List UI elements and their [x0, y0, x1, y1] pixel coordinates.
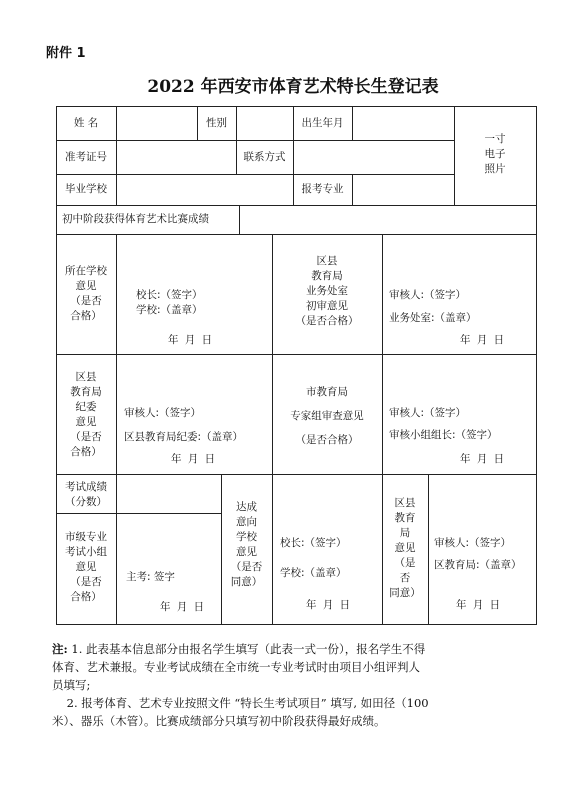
note-2-cont: 米）、器乐（木管）。比赛成绩部分只填写初中阶段获得最好成绩。	[52, 714, 386, 728]
table-rule	[293, 140, 294, 174]
date-field: 年 月 日	[168, 334, 213, 346]
table-rule	[56, 474, 536, 475]
school-seal: 学校:（盖章）	[280, 567, 347, 579]
table-border-top	[56, 106, 536, 107]
note-1-cont: 员填写;	[52, 678, 91, 692]
table-rule	[56, 354, 536, 355]
discipline-seal: 区县教育局纪委:（盖章）	[124, 431, 244, 443]
district-seal: 区教育局:（盖章）	[434, 559, 522, 571]
note-2: 2. 报考体育、艺术专业按照文件 “特长生考试项目” 填写, 如田径（100	[52, 696, 429, 710]
school-label: 毕业学校	[65, 183, 107, 195]
name-label: 姓 名	[73, 117, 99, 129]
district-final-label: 区县 教育 局 意见 （是 否 同意）	[389, 497, 421, 599]
note-1-cont: 体育、艺术兼报。专业考试成绩在全市统一专业考试时由项目小组评判人	[52, 660, 420, 674]
office-seal: 业务处室:（盖章）	[389, 312, 477, 324]
table-border-bottom	[56, 624, 536, 625]
table-rule	[116, 106, 117, 205]
table-rule	[272, 474, 273, 624]
registration-form-table	[56, 106, 536, 624]
notes-section	[52, 640, 540, 730]
reviewer-sign: 审核人:（签字）	[389, 407, 467, 419]
gender-label: 性别	[206, 117, 227, 129]
notes-label: 注:	[52, 642, 68, 656]
table-rule	[352, 174, 353, 205]
intent-school-label: 达成 意向 学校 意见 （是否 同意）	[230, 501, 263, 588]
date-field: 年 月 日	[460, 334, 505, 346]
reviewer-sign: 审核人:（签字）	[124, 407, 202, 419]
table-rule	[239, 205, 240, 234]
table-rule	[382, 234, 383, 474]
school-seal: 学校:（盖章）	[136, 304, 203, 316]
date-field: 年 月 日	[160, 601, 205, 613]
note-1: 注: 1. 此表基本信息部分由报名学生填写（此表一式一份），报名学生不得	[52, 642, 426, 656]
awards-label: 初中阶段获得体育艺术比赛成绩	[62, 213, 209, 225]
table-rule	[116, 474, 117, 624]
principal-sign: 校长:（签字）	[136, 289, 203, 301]
table-rule	[352, 106, 353, 140]
expert-opinion-label: 市教育局 专家组审查意见 （是否合格）	[290, 386, 364, 446]
table-rule	[56, 513, 221, 514]
examiner-sign: 主考: 签字	[126, 571, 175, 583]
district-office-label: 区县 教育局 业务处室 初审意见 （是否合格）	[295, 255, 359, 327]
group-leader-sign: 审核小组组长:（签字）	[389, 429, 498, 441]
principal-sign: 校长:（签字）	[280, 537, 347, 549]
table-rule	[428, 474, 429, 624]
city-group-label: 市级专业 考试小组 意见 （是否 合格）	[65, 531, 107, 603]
page-title: 2022 年西安市体育艺术特长生登记表	[147, 77, 439, 97]
table-rule	[56, 205, 536, 206]
photo-label: 一寸 电子 照片	[484, 133, 506, 175]
table-border-right	[536, 106, 537, 625]
table-rule	[56, 234, 536, 235]
table-rule	[116, 234, 117, 474]
date-field: 年 月 日	[171, 453, 216, 465]
reviewer-sign: 审核人:（签字）	[434, 537, 512, 549]
date-field: 年 月 日	[306, 599, 351, 611]
table-rule	[236, 106, 237, 140]
date-field: 年 月 日	[460, 453, 505, 465]
score-label: 考试成绩 （分数）	[65, 481, 107, 508]
date-field: 年 月 日	[456, 599, 501, 611]
major-label: 报考专业	[301, 183, 344, 195]
contact-label: 联系方式	[243, 151, 286, 163]
reviewer-sign: 审核人:（签字）	[389, 289, 467, 301]
school-opinion-label: 所在学校 意见 （是否 合格）	[65, 265, 107, 322]
exam-no-label: 准考证号	[65, 151, 107, 163]
discipline-opinion-label: 区县 教育局 纪委 意见 （是否 合格）	[70, 371, 102, 458]
birth-label: 出生年月	[301, 117, 344, 129]
attachment-label: 附件 1	[46, 46, 86, 61]
